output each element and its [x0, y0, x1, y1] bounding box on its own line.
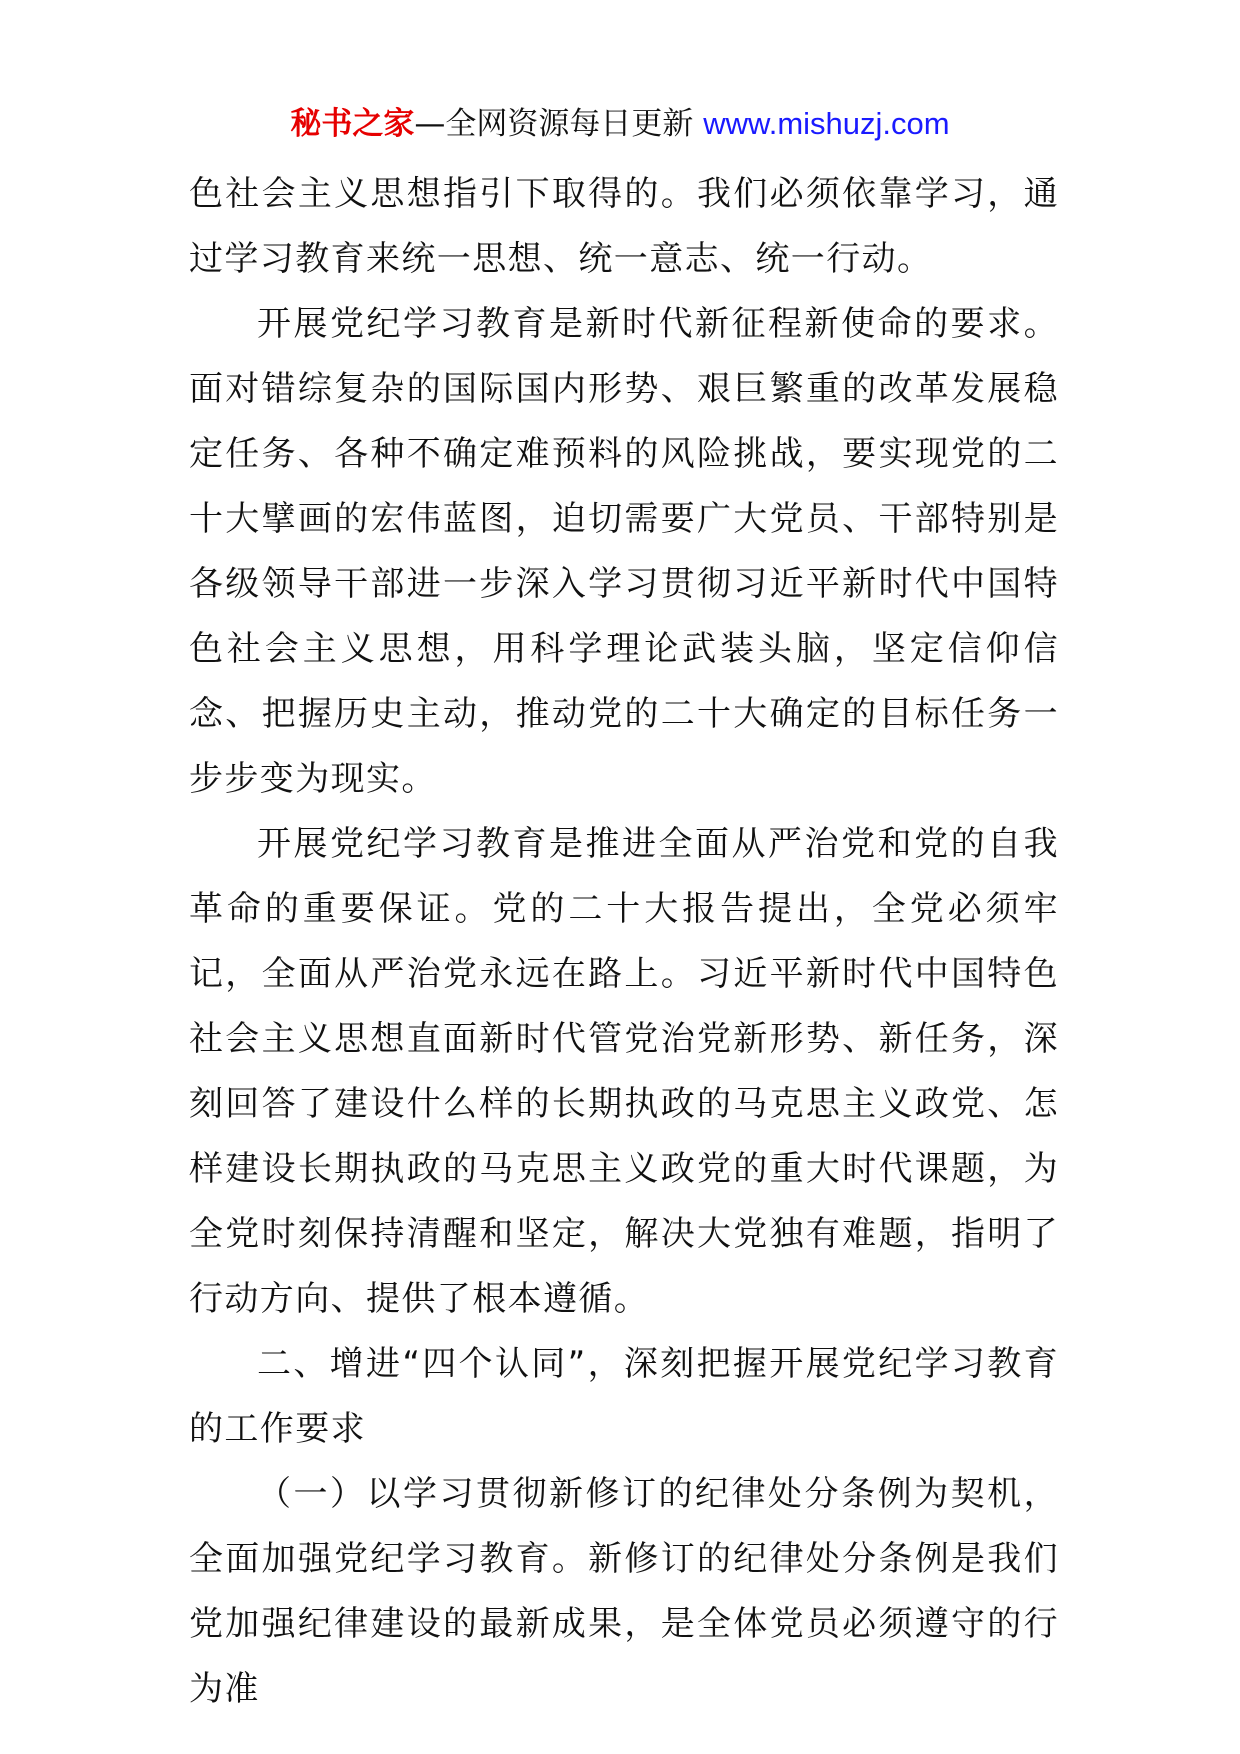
- page-header: [0, 104, 1240, 144]
- header-tagline: —全网资源每日更新: [414, 106, 694, 142]
- header-url-link[interactable]: www.mishuzj.com: [703, 106, 950, 141]
- document-body: [189, 162, 1059, 1722]
- header-brand: 秘书之家: [290, 106, 415, 142]
- paragraph-self-revolution: 开展党纪学习教育是推进全面从严治党和党的自我革命的重要保证。党的二十大报告提出，全党必须牢记，全面从严治党永远在路上。习近平新时代中国特色社会主义思想直面新时代管党治党新形势、新任务，深刻回答了建设什么样的长期执政的马克思主义政党、怎样建设长期执政的马克思主义政党的重大时代课题，为全党时刻保持清醒和坚定，解决大党独有难题，指明了行动方向、提供了根本遵循。: [189, 824, 1059, 1319]
- paragraph-continuation: 色社会主义思想指引下取得的。我们必须依靠学习，通过学习教育来统一思想、统一意志、统一行动。: [189, 174, 1059, 279]
- section-heading-two: 二、增进“四个认同”，深刻把握开展党纪学习教育的工作要求: [189, 1344, 1059, 1449]
- paragraph-new-era-requirement: 开展党纪学习教育是新时代新征程新使命的要求。面对错综复杂的国际国内形势、艰巨繁重的改革发展稳定任务、各种不确定难预料的风险挑战，要实现党的二十大擘画的宏伟蓝图，迫切需要广大党员、干部特别是各级领导干部进一步深入学习贯彻习近平新时代中国特色社会主义思想，用科学理论武装头脑，坚定信仰信念、把握历史主动，推动党的二十大确定的目标任务一步步变为现实。: [189, 304, 1059, 799]
- paragraph-subsection-one: （一）以学习贯彻新修订的纪律处分条例为契机，全面加强党纪学习教育。新修订的纪律处分条例是我们党加强纪律建设的最新成果，是全体党员必须遵守的行为准: [189, 1474, 1059, 1709]
